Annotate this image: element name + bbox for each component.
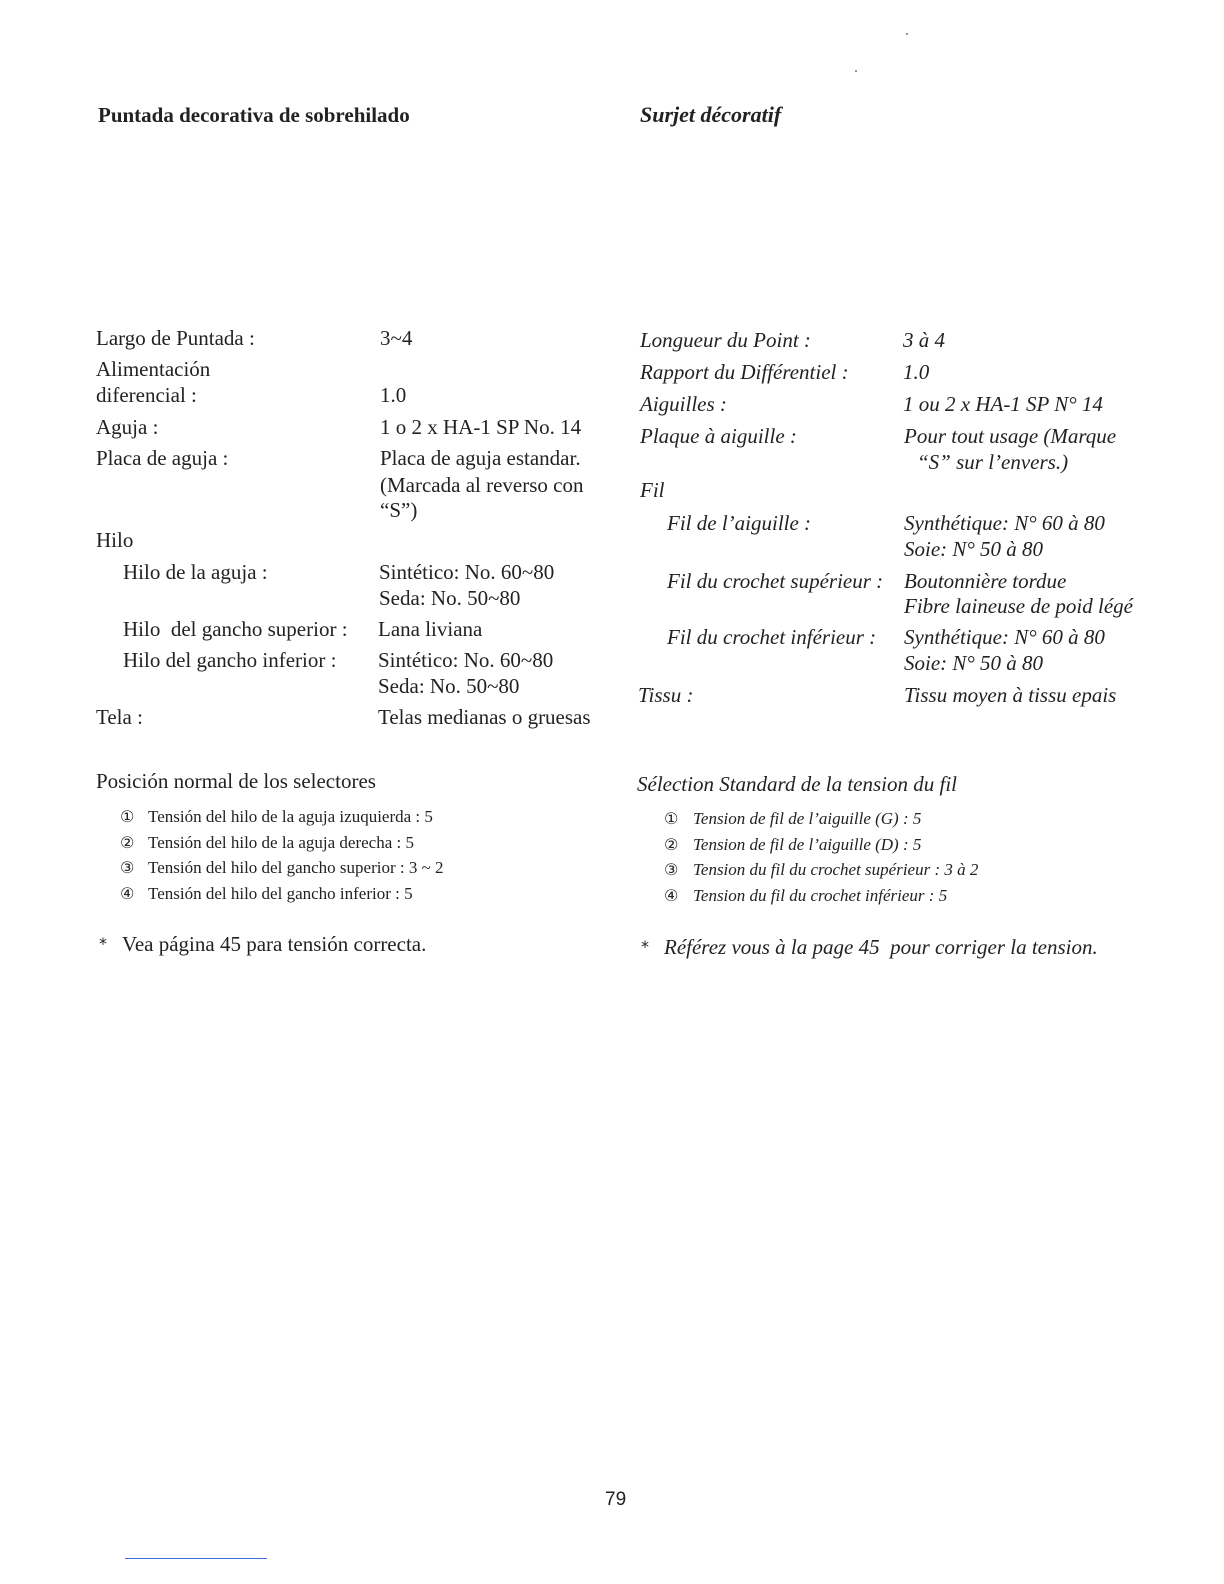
circled-number-4: ④ [664,886,679,905]
spec-label-differential: Alimentación [96,357,211,381]
spec-value-stitch-length: 3 à 4 [903,328,945,352]
circled-number-2: ② [664,835,679,854]
spec-value-needle-thread: Soie: N° 50 à 80 [904,537,1044,561]
selector-item: Tension de fil de l’aiguille (G) : 5 [693,809,922,828]
selector-item: Tensión del hilo de la aguja derecha : 5 [148,833,414,852]
spec-value-upper-looper-thread: Boutonnière tordue [904,569,1067,593]
spec-value-fabric: Telas medianas o gruesas [378,705,591,729]
circled-number-4: ④ [120,884,135,903]
spec-label-lower-looper-thread: Hilo del gancho inferior : [123,648,337,672]
selector-item: Tension du fil du crochet supérieur : 3 à 2 [693,860,979,879]
spec-label-stitch-length: Largo de Puntada : [96,326,255,350]
circled-number-3: ③ [120,858,135,877]
spec-label-needle-plate: Plaque à aiguille : [640,424,797,448]
spec-label-fabric: Tela : [96,705,143,729]
selectors-heading: Posición normal de los selectores [96,769,376,793]
circled-number-3: ③ [664,860,679,879]
spec-value-differential: 1.0 [903,360,930,384]
spec-heading-thread: Hilo [96,528,134,552]
spec-value-needle-plate: Placa de aguja estandar. [380,446,581,470]
spec-label-needles: Aiguilles : [640,392,727,416]
spec-value-lower-looper-thread: Sintético: No. 60~80 [378,648,554,672]
spec-value-needle-plate: (Marcada al reverso con [380,473,584,497]
title-es: Puntada decorativa de sobrehilado [98,103,410,127]
selectors-heading: Sélection Standard de la tension du fil [637,772,958,796]
spec-value-needle-thread: Seda: No. 50~80 [379,586,521,610]
spec-label-differential: Rapport du Différentiel : [640,360,849,384]
spec-value-needle-thread: Sintético: No. 60~80 [379,560,555,584]
spec-value-needles: 1 ou 2 x HA-1 SP N° 14 [903,392,1103,416]
spec-value-upper-looper-thread: Lana liviana [378,617,483,641]
circled-number-2: ② [120,833,135,852]
note-text: Vea página 45 para tensión correcta. [122,932,427,956]
title-fr: Surjet décoratif [640,102,782,127]
circled-number-1: ① [664,809,679,828]
spec-value-lower-looper-thread: Synthétique: N° 60 à 80 [904,625,1105,649]
spec-value-needle-plate: “S”) [380,498,418,522]
selector-item: Tension de fil de l’aiguille (D) : 5 [693,835,922,854]
spec-heading-thread: Fil [640,478,665,502]
circled-number-1: ① [120,807,135,826]
spec-value-needle-plate: Pour tout usage (Marque [904,424,1117,448]
spec-value-fabric: Tissu moyen à tissu epais [904,683,1117,707]
page-number: 79 [605,1489,627,1510]
spec-value-lower-looper-thread: Seda: No. 50~80 [378,674,520,698]
spec-value-needle-plate: “S” sur l’envers.) [917,450,1069,474]
spec-label-stitch-length: Longueur du Point : [640,328,811,352]
selector-item: Tensión del hilo de la aguja izuquierda : 5 [148,807,433,826]
selector-item: Tension du fil du crochet inférieur : 5 [693,886,948,905]
note-text: Référez vous à la page 45 pour corriger la tension. [664,935,1098,959]
spec-label-upper-looper-thread: Fil du crochet supérieur : [667,569,884,593]
spec-value-needle-thread: Synthétique: N° 60 à 80 [904,511,1105,535]
selector-item: Tensión del hilo del gancho inferior : 5 [148,884,413,903]
selector-item: Tensión del hilo del gancho superior : 3 ~ 2 [148,858,444,877]
asterisk-mark: * [641,937,649,956]
spec-label-needle-thread: Hilo de la aguja : [123,560,268,584]
spec-value-lower-looper-thread: Soie: N° 50 à 80 [904,651,1044,675]
spec-value-differential: 1.0 [380,383,407,407]
scan-edge-line [125,1558,267,1559]
scan-speck [906,33,908,35]
spec-label-needle-plate: Placa de aguja : [96,446,229,470]
spec-label-needle-thread: Fil de l’aiguille : [667,511,812,535]
spec-label-fabric: Tissu : [638,683,694,707]
spec-value-stitch-length: 3~4 [380,326,413,350]
asterisk-mark: * [99,934,107,953]
spec-label-upper-looper-thread: Hilo del gancho superior : [123,617,348,641]
spec-label-needle: Aguja : [96,415,159,439]
spec-label-differential: diferencial : [96,383,197,407]
spec-value-needle: 1 o 2 x HA-1 SP No. 14 [380,415,582,439]
scan-speck [855,70,857,72]
spec-label-lower-looper-thread: Fil du crochet inférieur : [667,625,877,649]
spec-value-upper-looper-thread: Fibre laineuse de poid légé [904,594,1133,618]
